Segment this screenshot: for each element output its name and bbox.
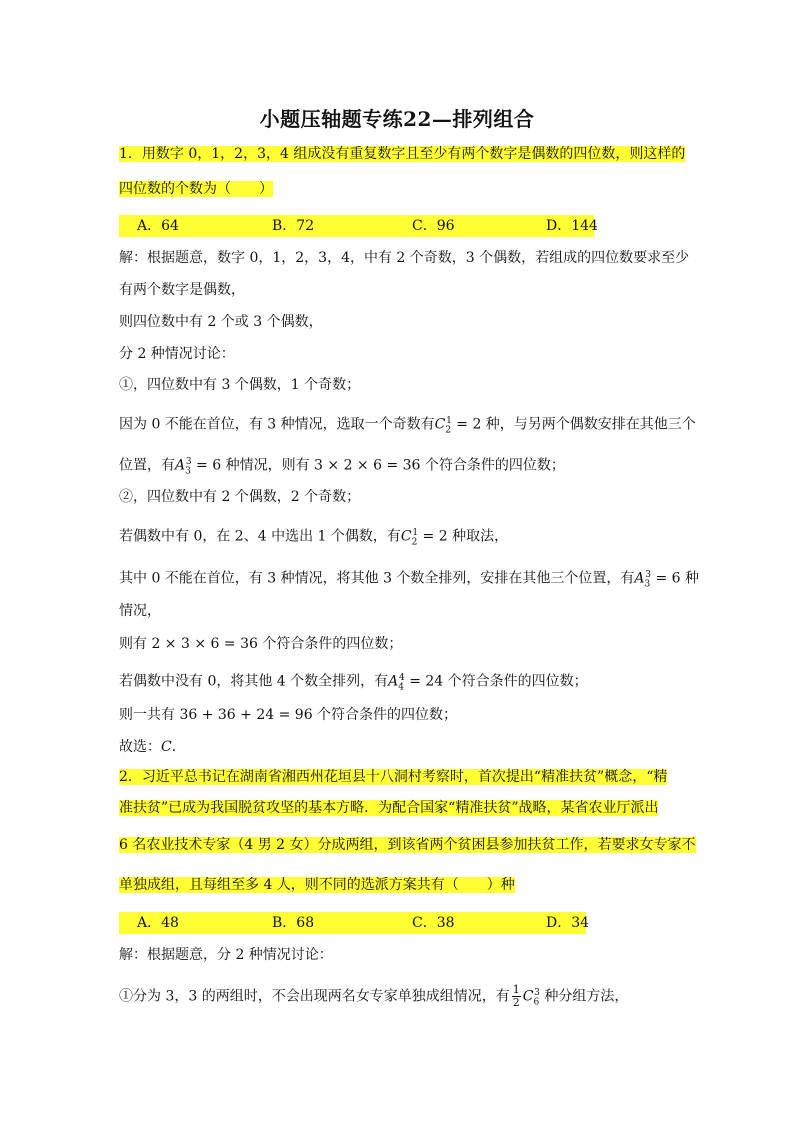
solution-1-line-5: ①，四位数中有 3 个偶数，1 个奇数；: [119, 377, 361, 393]
solution-1-line-13: 若偶数中没有 0，将其他 4 个数全排列，有$A_4^4 = 24$ 个符合条件的四位数；: [119, 673, 588, 693]
option-b: B．68: [272, 915, 315, 931]
option-a: A．48: [137, 915, 179, 931]
solution-1-line-14: 则一共有 36 + 36 + 24 = 96 个符合条件的四位数；: [119, 707, 458, 723]
option-b: B．72: [272, 218, 315, 234]
question-2-options: [119, 912, 599, 934]
solution-2-line-2: ①分为 3，3 的两组时，不会出现两名女专家单独成组情况，有 $\frac{1}{2}$ $C_6^3$ 种分组方法，: [119, 983, 629, 1010]
question-2-line-1: 2．习近平总书记在湖南省湘西州花垣县十八洞村考察时，首次提出“精准扶贫”概念，“精: [119, 769, 668, 785]
question-1-line-1: 1．用数字 0，1，2，3，4 组成没有重复数字且至少有两个数字是偶数的四位数，则这样的: [119, 146, 686, 162]
solution-1-line-15: 故选：C．: [119, 739, 186, 755]
solution-2-line-1: 解：根据题意，分 2 种情况讨论：: [119, 947, 333, 963]
option-c: C．96: [412, 218, 455, 234]
solution-1-line-4: 分 2 种情况讨论：: [119, 346, 235, 362]
option-d: D．144: [546, 218, 598, 234]
question-1-line-2: 四位数的个数为（ ）: [119, 181, 273, 197]
solution-1-line-6: 因为 0 不能在首位，有 3 种情况，选取一个奇数有$C_2^1 = 2$ 种，与另两个偶数安排在其他三个: [119, 416, 696, 436]
solution-1-line-3: 则四位数中有 2 个或 3 个偶数，: [119, 314, 323, 330]
solution-1-line-2: 有两个数字是偶数，: [119, 282, 245, 298]
question-2-line-3: 6 名农业技术专家（4 男 2 女）分成两组，到该省两个贫困县参加扶贫工作，若要求女专家不: [119, 837, 696, 853]
option-d: D．34: [546, 915, 590, 931]
solution-1-line-1: 解：根据题意，数字 0，1，2，3，4，中有 2 个奇数，3 个偶数，若组成的四位数要求至少: [119, 250, 690, 266]
solution-1-line-12: 则有 2 × 3 × 6 = 36 个符合条件的四位数；: [119, 636, 403, 652]
fraction-one-half: $\frac{1}{2}$: [512, 983, 520, 1010]
solution-1-line-9: 若偶数中有 0，在 2、4 中选出 1 个偶数，有$C_2^1 = 2$ 种取法，: [119, 528, 509, 548]
solution-1-line-11: 情况，: [119, 603, 161, 619]
solution-1-line-10: 其中 0 不能在首位，有 3 种情况，将其他 3 个数全排列，安排在其他三个位置，有$A_3^3 = 6$ 种: [119, 570, 700, 590]
question-1-options: [119, 215, 599, 237]
solution-1-line-8: ②，四位数中有 2 个偶数，2 个奇数；: [119, 489, 361, 505]
question-2-line-4: 单独成组，且每组至多 4 人，则不同的选派方案共有（ ）种: [119, 877, 515, 893]
solution-1-line-7: 位置，有$A_3^3 = 6$ 种情况，则有 3 × 2 × 6 = 36 个符合条件的四位数；: [119, 457, 565, 477]
option-c: C．38: [412, 915, 455, 931]
page-title: 小题压轴题专练22—排列组合: [259, 107, 535, 131]
option-a: A．64: [137, 218, 179, 234]
question-2-line-2: 准扶贫”已成为我国脱贫攻坚的基本方略．为配合国家“精准扶贫”战略，某省农业厅派出: [119, 800, 659, 816]
